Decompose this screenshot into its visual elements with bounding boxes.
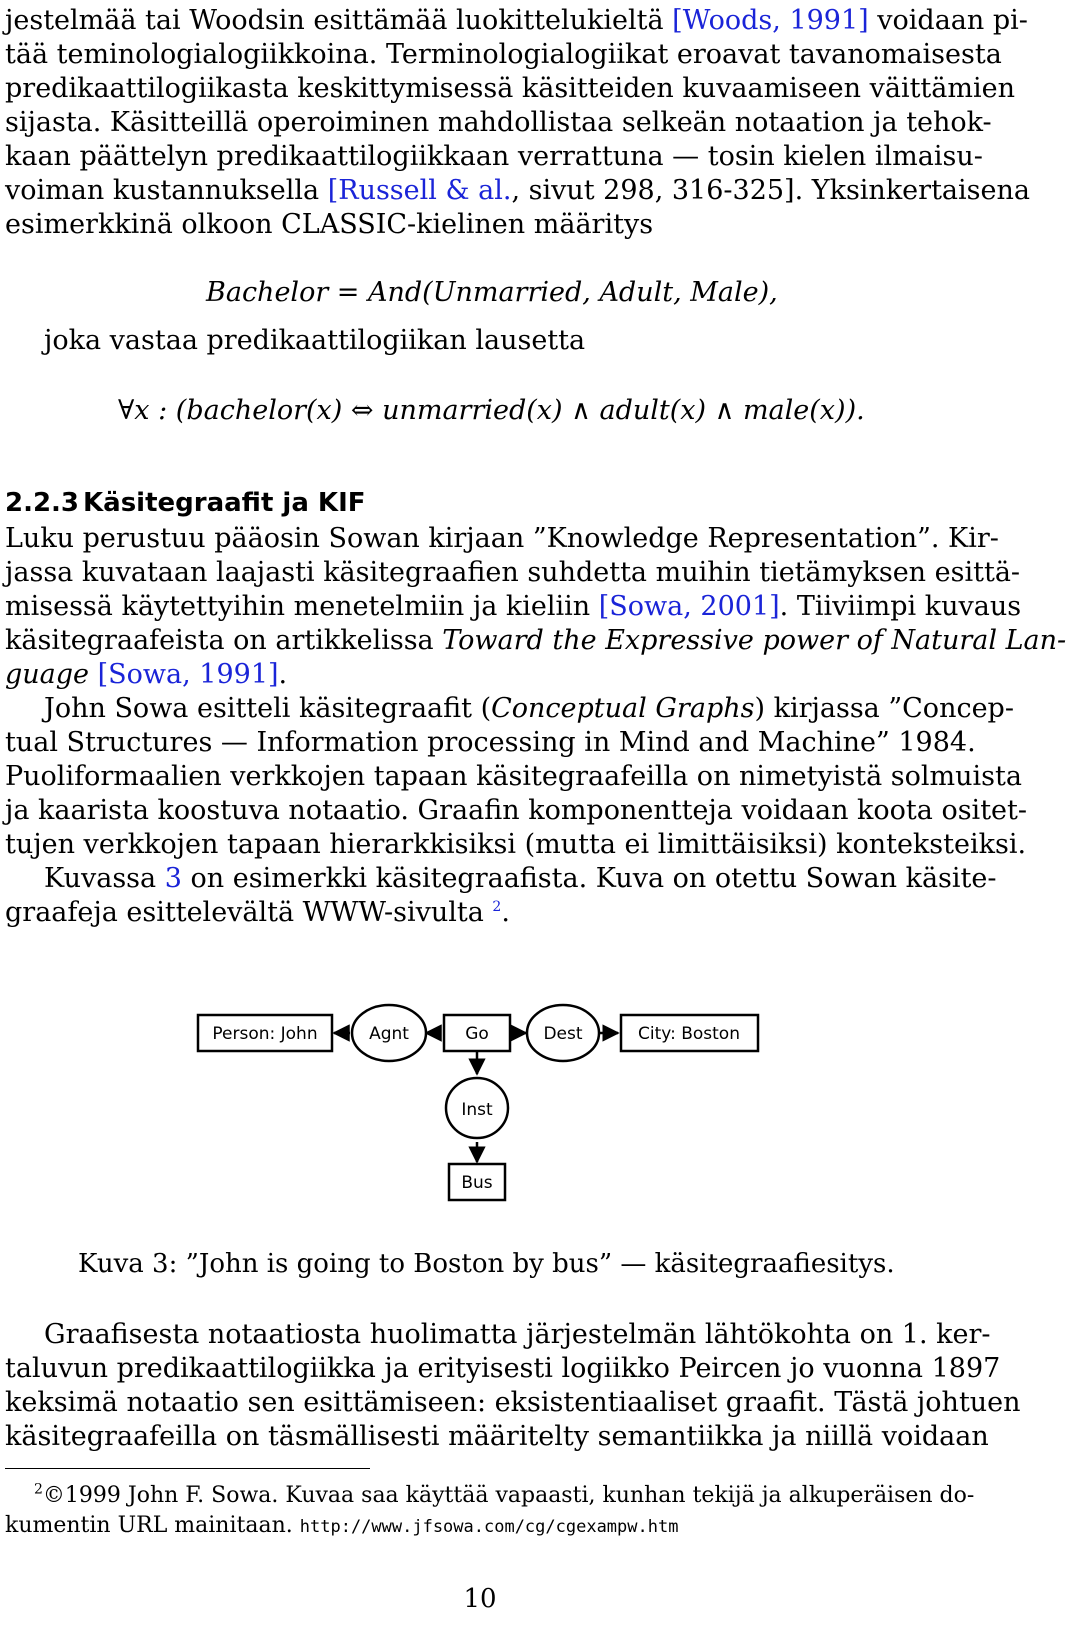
text-run: käsitegraafeista on artikkelissa	[5, 625, 434, 656]
paragraph-line	[5, 590, 1022, 624]
paragraph-line: Puoliformaalien verkkojen tapaan käsitegraafeilla on nimetyistä solmuista	[5, 761, 1022, 792]
text-run: voidaan pi-	[877, 5, 1028, 36]
paragraph-line: jassa kuvataan laajasti käsitegraafien suhdetta muihin tietämyksen esittä-	[5, 557, 1021, 588]
paragraph-line	[5, 658, 960, 692]
article-title: guage	[5, 659, 90, 690]
relation-node-dest	[527, 1005, 599, 1061]
relation-node-inst	[446, 1078, 508, 1138]
section-heading	[5, 487, 366, 519]
text-run: John Sowa esitteli käsitegraafit (	[44, 693, 492, 724]
text-run: , sivut 298, 316-325]. Yksinkertaisena	[511, 175, 1030, 206]
paragraph-line: tää teminologialogiikkoina. Terminologialogiikat eroavat tavanomaisesta	[5, 39, 1002, 70]
text-run: .	[278, 659, 288, 690]
footnote-divider	[5, 1468, 370, 1469]
text-run: voiman kustannuksella	[5, 175, 320, 206]
paragraph-line: predikaattilogiikasta keskittymisessä käsitteiden kuvaamiseen väittämien	[5, 73, 1015, 104]
paragraph-line: tujen verkkojen tapaan hierarkkisiksi (mutta ei limittäisiksi) konteksteiksi.	[5, 829, 1027, 860]
article-title: Toward the Expressive power of Natural Lan-	[442, 625, 1066, 656]
paragraph-line: esimerkkinä olkoon CLASSIC-kielinen määritys	[5, 209, 654, 240]
paragraph-line: tual Structures — Information processing in Mind and Machine” 1984.	[5, 727, 976, 758]
node-label: Bus	[461, 1173, 493, 1193]
text-run: . Tiiviimpi kuvaus	[779, 591, 1022, 622]
concept-node-city-boston	[621, 1015, 758, 1051]
paragraph-line: sijasta. Käsitteillä operoiminen mahdollistaa selkeän notaation ja tehok-	[5, 107, 992, 138]
paragraph-line	[5, 896, 960, 930]
formula-classic-definition: Bachelor = And(Unmarried, Adult, Male),	[206, 277, 778, 308]
paragraph-line: Luku perustuu pääosin Sowan kirjaan ”Knowledge Representation”. Kir-	[5, 523, 999, 554]
paragraph-line: taluvun predikaattilogiikka ja erityisesti logiikko Peircen jo vuonna 1897	[5, 1353, 1001, 1384]
footnote-line	[5, 1512, 955, 1541]
conceptual-graph-figure	[0, 990, 960, 1230]
figure-reference-link[interactable]: 3	[164, 863, 182, 894]
formula-predicate-logic: ∀x : (bachelor(x) ⇔ unmarried(x) ∧ adult(x) ∧ male(x)).	[118, 395, 865, 426]
text-run: Kuvassa	[44, 863, 157, 894]
emphasis: Conceptual Graphs	[491, 693, 755, 724]
page-number: 10	[463, 1584, 497, 1614]
paragraph-line	[5, 174, 1030, 208]
citation-link[interactable]: [Sowa, 2001]	[598, 591, 780, 622]
concept-node-person-john	[198, 1015, 332, 1051]
text-run: graafeja esittelevältä WWW-sivulta	[5, 897, 484, 928]
node-label: Person: John	[212, 1024, 318, 1044]
citation-link[interactable]: [Russell & al.	[327, 175, 512, 206]
node-label: Agnt	[369, 1024, 409, 1044]
paragraph-line: Graafisesta notaatiosta huolimatta järjestelmän lähtökohta on 1. ker-	[44, 1319, 991, 1350]
relation-node-agnt	[352, 1005, 426, 1061]
paragraph-line: ja kaarista koostuva notaatio. Graafin komponentteja voidaan koota ositet-	[5, 795, 1027, 826]
text-run: misessä käytettyihin menetelmiin ja kieliin	[5, 591, 591, 622]
figure-caption: Kuva 3: ”John is going to Boston by bus” — käsitegraafiesitys.	[78, 1249, 895, 1279]
footnote-url: http://www.jfsowa.com/cg/cgexampw.htm	[299, 1517, 679, 1537]
node-label: City: Boston	[638, 1024, 740, 1044]
text-run: ©1999 John F. Sowa. Kuvaa saa käyttää vapaasti, kunhan tekijä ja alkuperäisen do-	[42, 1483, 975, 1508]
section-number: 2.2.3	[5, 488, 80, 518]
node-label: Inst	[461, 1100, 493, 1120]
node-label: Go	[465, 1024, 489, 1044]
text-run: ) kirjassa ”Concep-	[754, 693, 1014, 724]
section-title: Käsitegraafit ja KIF	[83, 488, 366, 518]
node-label: Dest	[543, 1024, 583, 1044]
paragraph-line	[5, 624, 1066, 658]
paragraph-line: keksimä notaatio sen esittämiseen: eksistentiaaliset graafit. Tästä johtuen	[5, 1387, 1021, 1418]
concept-node-go	[444, 1015, 510, 1051]
paragraph-line	[5, 4, 1028, 38]
paragraph-line	[44, 862, 999, 896]
paragraph-line: käsitegraafeilla on täsmällisesti määritelty semantiikka ja niillä voidaan	[5, 1421, 989, 1452]
concept-node-bus	[449, 1164, 505, 1200]
text-run: on esimerkki käsitegraafista. Kuva on otettu Sowan käsite-	[190, 863, 997, 894]
text-run: kumentin URL mainitaan.	[5, 1513, 293, 1538]
paragraph-line	[44, 692, 1014, 726]
footnote-line	[34, 1481, 975, 1510]
footnote-marker-link[interactable]: 2	[492, 899, 502, 915]
footnote-number: 2	[34, 1481, 43, 1498]
text-run: jestelmää tai Woodsin esittämää luokittelukieltä	[5, 5, 664, 36]
citation-link[interactable]: [Woods, 1991]	[672, 5, 869, 36]
text-run: .	[501, 897, 510, 928]
paragraph-line: kaan päättelyn predikaattilogiikkaan verrattuna — tosin kielen ilmaisu-	[5, 141, 983, 172]
citation-link[interactable]: [Sowa, 1991]	[97, 659, 279, 690]
paragraph-line: joka vastaa predikaattilogiikan lausetta	[44, 325, 586, 356]
